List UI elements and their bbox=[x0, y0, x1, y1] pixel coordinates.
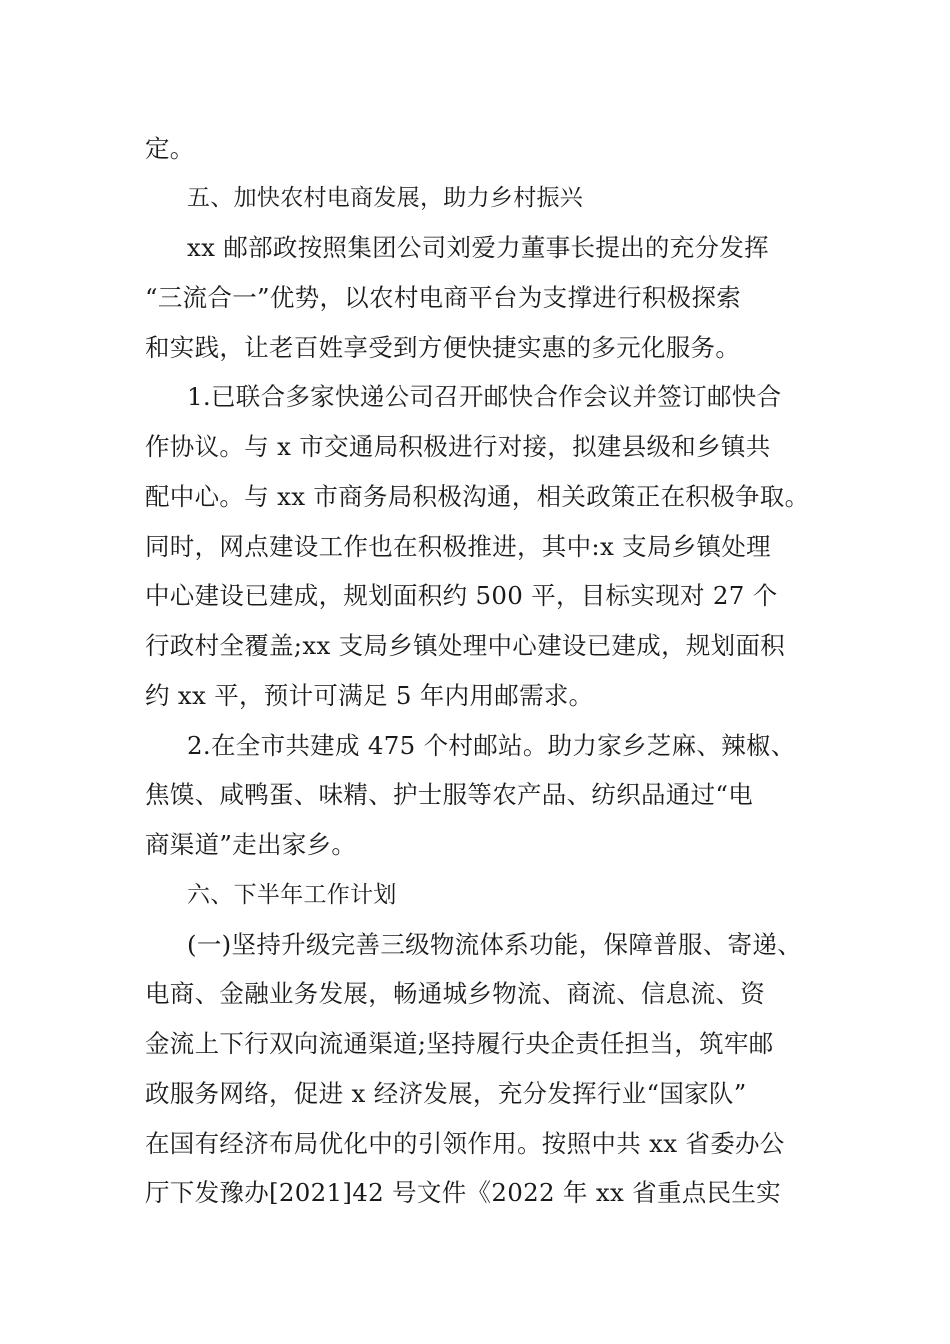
text-line: 厅下发豫办[2021]42 号文件《2022 年 xx 省重点民生实 bbox=[145, 1178, 781, 1207]
text-line: 电商、金融业务发展，畅通城乡物流、商流、信息流、资 bbox=[145, 979, 765, 1008]
text-line: 1.已联合多家快递公司召开邮快合作会议并签订邮快合 bbox=[187, 382, 782, 411]
text-line: 商渠道”走出家乡。 bbox=[145, 830, 357, 859]
text-line: “三流合一”优势，以农村电商平台为支撑进行积极探索 bbox=[145, 283, 742, 312]
text-line: 行政村全覆盖;xx 支局乡镇处理中心建设已建成，规划面积 bbox=[145, 631, 786, 660]
text-line: 定。 bbox=[145, 134, 195, 163]
text-line: 焦馍、咸鸭蛋、味精、护士服等农产品、纺织品通过“电 bbox=[145, 780, 754, 809]
text-line: 作协议。与 x 市交通局积极进行对接，拟建县级和乡镇共 bbox=[145, 432, 771, 461]
text-line: 和实践，让老百姓享受到方便快捷实惠的多元化服务。 bbox=[145, 333, 741, 362]
text-line: 在国有经济布局优化中的引领作用。按照中共 xx 省委办公 bbox=[145, 1129, 785, 1158]
text-line: 政服务网络，促进 x 经济发展，充分发挥行业“国家队” bbox=[145, 1079, 747, 1108]
section-heading: 六、下半年工作计划 bbox=[187, 882, 397, 908]
text-line: 同时，网点建设工作也在积极推进，其中:x 支局乡镇处理 bbox=[145, 532, 771, 561]
text-line: 约 xx 平，预计可满足 5 年内用邮需求。 bbox=[145, 681, 594, 710]
section-heading: 五、加快农村电商发展，助力乡村振兴 bbox=[187, 185, 584, 211]
text-line: 2.在全市共建成 475 个村邮站。助力家乡芝麻、辣椒、 bbox=[187, 731, 796, 760]
text-line: 中心建设已建成，规划面积约 500 平，目标实现对 27 个 bbox=[145, 581, 778, 610]
text-line: (一)坚持升级完善三级物流体系功能，保障普服、寄递、 bbox=[187, 930, 802, 959]
text-line: 金流上下行双向流通渠道;坚持履行央企责任担当，筑牢邮 bbox=[145, 1029, 774, 1058]
text-line: 配中心。与 xx 市商务局积极沟通，相关政策正在积极争取。 bbox=[145, 482, 810, 511]
text-line: xx 邮部政按照集团公司刘爱力董事长提出的充分发挥 bbox=[187, 233, 769, 262]
